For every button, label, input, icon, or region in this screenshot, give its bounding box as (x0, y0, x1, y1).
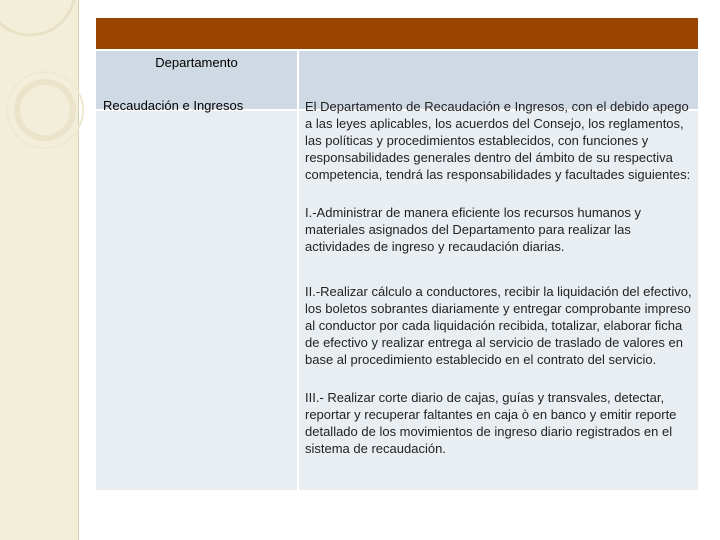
row-description-cell (299, 99, 698, 490)
table-row (96, 98, 698, 490)
header-label-department: Departamento (155, 55, 238, 70)
row-label-recaudacion: Recaudación e Ingresos (103, 98, 244, 113)
responsibility-item-3: III.- Realizar corte diario de cajas, guías y transvales, detectar, reportar y recuperar faltantes en caja ò en banco y emitir reporte detallado de los movimientos de ingreso diario registrados en el sistema de recaudación. (305, 390, 677, 456)
description-intro: El Departamento de Recaudación e Ingresos, con el debido apego a las leyes aplicables, los acuerdos del Consejo, los reglamentos, las políticas y procedimientos establecidos, con funciones y responsabilidades generales dentro del ámbito de su respectiva competencia, tendrá las responsabilidades y facultades siguientes: (305, 99, 691, 182)
table-title-bar (96, 18, 698, 49)
responsibility-item-2: II.-Realizar cálculo a conductores, recibir la liquidación del efectivo, los boletos sobrantes diariamente y entregar comprobante impreso al conductor por cada liquidación recibida, totalizar, elaborar ficha de efectivo y realizar entrega al servicio de traslado de valores en base al procedimiento establecido en el contrato del servicio. (305, 284, 692, 367)
department-table (96, 18, 698, 490)
responsibility-item-1: I.-Administrar de manera eficiente los recursos humanos y materiales asignados del Departamento para realizar las actividades de ingreso y recaudación diarias. (305, 205, 641, 254)
row-label-cell (96, 98, 297, 490)
